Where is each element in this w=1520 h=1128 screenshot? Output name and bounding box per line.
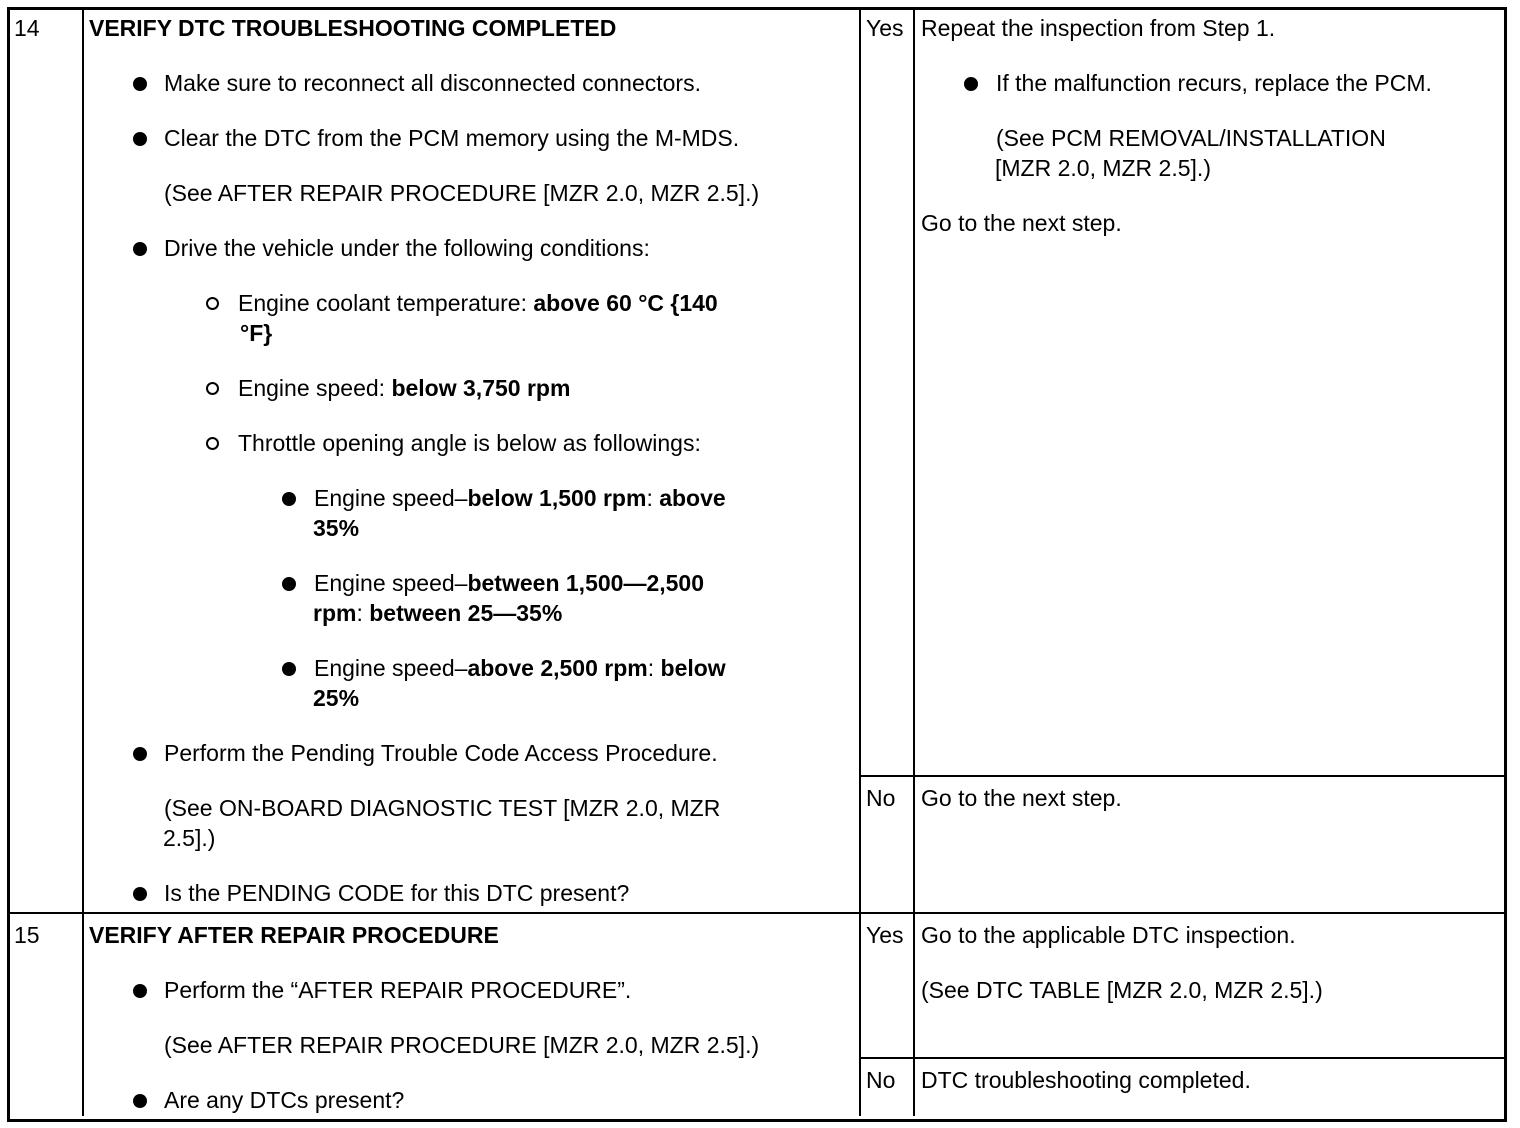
no-label: No bbox=[866, 1067, 896, 1093]
troubleshooting-table bbox=[7, 7, 1507, 1122]
throttle-value: between 25—35% bbox=[369, 600, 563, 626]
reference-text: (See AFTER REPAIR PROCEDURE [MZR 2.0, MZR 2.5].) bbox=[164, 180, 760, 206]
sub-bullet-icon bbox=[206, 437, 219, 450]
row-divider-14-no bbox=[859, 775, 1504, 777]
bullet-icon bbox=[133, 984, 147, 998]
bullet-icon bbox=[282, 577, 296, 591]
bullet-icon bbox=[964, 77, 978, 91]
reference-text: (See PCM REMOVAL/INSTALLATION bbox=[996, 125, 1386, 151]
reference-text: (See DTC TABLE [MZR 2.0, MZR 2.5].) bbox=[921, 977, 1323, 1003]
step-title: VERIFY DTC TROUBLESHOOTING COMPLETED bbox=[89, 15, 617, 41]
throttle-range: below 1,500 rpm bbox=[467, 485, 647, 511]
throttle-range-cont: rpm bbox=[313, 600, 357, 626]
yes-result: Go to the applicable DTC inspection. bbox=[921, 922, 1296, 948]
throttle-label: Engine speed– bbox=[314, 570, 468, 596]
yes-label: Yes bbox=[866, 15, 904, 41]
throttle-value-cont: 35% bbox=[313, 515, 360, 541]
condition-value: above 60 °C {140 bbox=[533, 290, 718, 316]
action-item: Perform the Pending Trouble Code Access Procedure. bbox=[164, 740, 718, 766]
throttle-value-cont: 25% bbox=[313, 685, 360, 711]
sub-bullet-icon bbox=[206, 382, 219, 395]
separator: : bbox=[646, 485, 660, 511]
throttle-item bbox=[314, 483, 726, 513]
question-item: Are any DTCs present? bbox=[164, 1087, 405, 1113]
step-number: 15 bbox=[14, 922, 40, 948]
bullet-icon bbox=[282, 662, 296, 676]
bullet-icon bbox=[133, 242, 147, 256]
row-divider-15-no bbox=[859, 1057, 1504, 1059]
action-item: Drive the vehicle under the following conditions: bbox=[164, 235, 650, 261]
condition-value: below 3,750 rpm bbox=[391, 375, 571, 401]
throttle-item bbox=[314, 568, 704, 598]
yes-next: Go to the next step. bbox=[921, 210, 1122, 236]
action-item: Make sure to reconnect all disconnected connectors. bbox=[164, 70, 701, 96]
step-title: VERIFY AFTER REPAIR PROCEDURE bbox=[89, 922, 499, 948]
condition-value-cont: °F} bbox=[240, 320, 273, 346]
condition-label: Engine speed: bbox=[238, 375, 392, 401]
separator: : bbox=[356, 600, 370, 626]
bullet-icon bbox=[133, 1094, 147, 1108]
throttle-value: above bbox=[659, 485, 726, 511]
throttle-label: Engine speed– bbox=[314, 485, 468, 511]
column-divider-result bbox=[913, 10, 915, 1116]
throttle-label: Engine speed– bbox=[314, 655, 468, 681]
throttle-range: above 2,500 rpm bbox=[467, 655, 648, 681]
column-divider-step bbox=[82, 10, 84, 1116]
yes-result-item: If the malfunction recurs, replace the PCM. bbox=[996, 70, 1432, 96]
condition-label: Engine coolant temperature: bbox=[238, 290, 534, 316]
condition-item: Throttle opening angle is below as followings: bbox=[238, 430, 701, 456]
bullet-icon bbox=[282, 492, 296, 506]
step-number: 14 bbox=[14, 15, 40, 41]
separator: : bbox=[647, 655, 661, 681]
bullet-icon bbox=[133, 747, 147, 761]
condition-item bbox=[238, 373, 570, 403]
throttle-item bbox=[314, 653, 726, 683]
action-item: Clear the DTC from the PCM memory using the M-MDS. bbox=[164, 125, 740, 151]
no-result: Go to the next step. bbox=[921, 785, 1122, 811]
throttle-range: between 1,500—2,500 bbox=[467, 570, 704, 596]
no-result: DTC troubleshooting completed. bbox=[921, 1067, 1251, 1093]
reference-text-cont: 2.5].) bbox=[163, 825, 216, 851]
yes-result: Repeat the inspection from Step 1. bbox=[921, 15, 1276, 41]
reference-text: (See ON-BOARD DIAGNOSTIC TEST [MZR 2.0, MZR bbox=[164, 795, 721, 821]
condition-item bbox=[238, 288, 718, 318]
action-item: Perform the “AFTER REPAIR PROCEDURE”. bbox=[164, 977, 632, 1003]
throttle-value: below bbox=[660, 655, 726, 681]
question-item: Is the PENDING CODE for this DTC present? bbox=[164, 880, 630, 906]
reference-text: (See AFTER REPAIR PROCEDURE [MZR 2.0, MZR 2.5].) bbox=[164, 1032, 760, 1058]
bullet-icon bbox=[133, 132, 147, 146]
column-divider-action bbox=[859, 10, 861, 1116]
yes-label: Yes bbox=[866, 922, 904, 948]
throttle-item-cont bbox=[313, 598, 562, 628]
row-divider-step-15 bbox=[10, 912, 1504, 914]
bullet-icon bbox=[133, 77, 147, 91]
reference-text-cont: [MZR 2.0, MZR 2.5].) bbox=[995, 155, 1211, 181]
no-label: No bbox=[866, 785, 896, 811]
sub-bullet-icon bbox=[206, 297, 219, 310]
bullet-icon bbox=[133, 887, 147, 901]
